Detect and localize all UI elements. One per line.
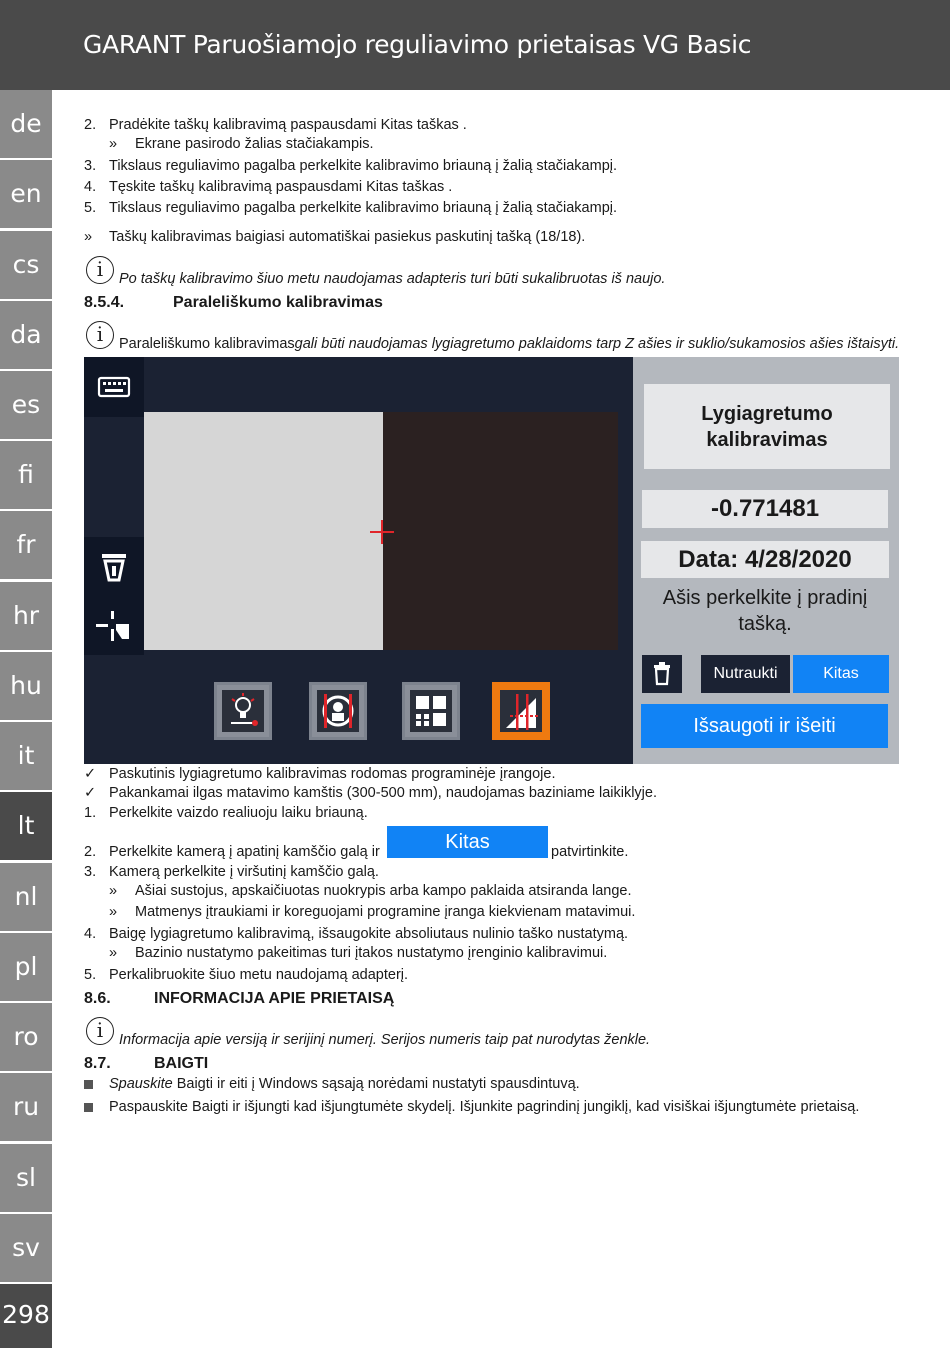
section-title: INFORMACIJA APIE PRIETAISĄ: [154, 990, 395, 1007]
step-number: 2.: [84, 117, 97, 133]
lang-tab-de[interactable]: de: [0, 90, 52, 158]
step-number: 3.: [84, 864, 97, 880]
lang-tab-ru[interactable]: ru: [0, 1073, 52, 1141]
lang-tab-lt[interactable]: lt: [0, 792, 52, 860]
parallelism-calibration-button[interactable]: [492, 682, 550, 740]
bullet-rest: Baigti ir eiti į Windows sąsają norėdami nustatyti spausdintuvą.: [172, 1076, 580, 1092]
ring-light-tile: [317, 690, 359, 732]
lang-tab-da[interactable]: da: [0, 301, 52, 369]
note-body: gali būti naudojamas lygiagretumo paklaidoms tarp Z ašies ir suklio/sukamosios ašies ištaisyti.: [294, 336, 900, 352]
bullet-emphasis: Spauskite: [109, 1076, 173, 1092]
keyboard-button[interactable]: [84, 357, 144, 417]
inline-next-button: Kitas: [387, 826, 548, 858]
prerequisite-text: Pakankamai ilgas matavimo kamštis (300-500 mm), naudojamas baziniame laikiklyje.: [109, 785, 657, 801]
lang-tab-es[interactable]: es: [0, 371, 52, 439]
note-term: Paraleliškumo kalibravimas: [119, 336, 295, 352]
light-button[interactable]: [214, 682, 272, 740]
calibration-screen: [84, 357, 899, 764]
grid-view-tile: [410, 690, 452, 732]
grid-icon: [410, 690, 452, 732]
next-button[interactable]: Kitas: [793, 655, 889, 693]
calibration-panel: [633, 357, 899, 764]
page-title: GARANT Paruošiamojo reguliavimo prietaisas VG Basic: [83, 30, 752, 59]
ring-light-button[interactable]: [309, 682, 367, 740]
tool-column: [84, 357, 144, 764]
result-marker: »: [109, 883, 118, 899]
info-note: Informacija apie versiją ir serijinį numerį. Serijos numeris taip pat nurodytas ženkle.: [119, 1032, 651, 1048]
step-text: Kamerą perkelkite į viršutinį kamščio galą.: [109, 864, 379, 880]
keyboard-icon: [84, 357, 144, 417]
parallelism-icon: [500, 690, 542, 732]
info-icon: i: [86, 256, 114, 284]
step-number: 5.: [84, 967, 97, 983]
lang-tab-pl[interactable]: pl: [0, 933, 52, 1001]
adapter-button[interactable]: [84, 537, 144, 597]
date-label: Data:: [678, 546, 739, 573]
info-icon: i: [86, 1017, 114, 1045]
deviation-value: -0.771481: [642, 490, 888, 528]
step-number: 1.: [84, 805, 97, 821]
info-note: Po taškų kalibravimo šiuo metu naudojamas adapteris turi būti sukalibruotas iš naujo.: [119, 271, 666, 287]
info-icon: i: [86, 321, 114, 349]
delete-button[interactable]: [642, 655, 682, 693]
step-text: Tęskite taškų kalibravimą paspausdami Kitas taškas .: [109, 179, 453, 195]
step-text: Baigę lygiagretumo kalibravimą, išsaugokite absoliutaus nulinio taško nustatymą.: [109, 926, 629, 942]
instruction-text: Ašis perkelkite į pradinį tašką.: [662, 587, 868, 635]
save-and-exit-button[interactable]: Išsaugoti ir išeiti: [641, 704, 888, 748]
result-text: Matmenys įtraukiami ir koreguojami programine įranga kiekvienam matavimui.: [135, 904, 636, 920]
info-note: [119, 335, 899, 353]
result-text: Ekrane pasirodo žalias stačiakampis.: [135, 136, 374, 152]
lightbulb-icon: [222, 690, 264, 732]
section-title: Paraleliškumo kalibravimas: [173, 294, 383, 311]
lang-tab-nl[interactable]: nl: [0, 863, 52, 931]
section-title: BAIGTI: [154, 1055, 209, 1072]
date-display: [641, 541, 889, 578]
step-number: 3.: [84, 158, 97, 174]
step-text: Perkalibruokite šiuo metu naudojamą adapterį.: [109, 967, 409, 983]
lang-tab-hu[interactable]: hu: [0, 652, 52, 720]
section-number: 8.6.: [84, 990, 111, 1007]
page-header: [0, 0, 950, 90]
lang-tab-fr[interactable]: fr: [0, 511, 52, 579]
lang-tab-ro[interactable]: ro: [0, 1003, 52, 1071]
grid-view-button[interactable]: [402, 682, 460, 740]
live-view-shadow: [383, 412, 618, 650]
parallelism-tile: [500, 690, 542, 732]
page-number: 298: [0, 1284, 52, 1348]
result-marker: »: [109, 945, 118, 961]
live-view-area[interactable]: [144, 412, 383, 650]
prerequisite-check: ✓: [84, 785, 97, 801]
step-text: Perkelkite vaizdo realiuoju laiku briauną.: [109, 805, 368, 821]
ring-light-icon: [317, 690, 359, 732]
lang-tab-cs[interactable]: cs: [0, 231, 52, 299]
result-text: Bazinio nustatymo pakeitimas turi įtakos nustatymo įrenginio kalibravimui.: [135, 945, 608, 961]
bullet-text: Paspauskite Baigti ir išjungti kad išjungtumėte skydelį. Išjunkite pagrindinį jungiklį, kad visiškai išjungtumėte prietaisą.: [109, 1099, 860, 1115]
step-text: Perkelkite kamerą į apatinį kamščio galą ir: [109, 844, 380, 860]
step-number: 4.: [84, 926, 97, 942]
step-number: 4.: [84, 179, 97, 195]
lang-tab-fi[interactable]: fi: [0, 441, 52, 509]
bullet-square: [84, 1103, 93, 1112]
lang-tab-sv[interactable]: sv: [0, 1214, 52, 1282]
bullet-text: [109, 1075, 580, 1093]
prerequisite-text: Paskutinis lygiagretumo kalibravimas rodomas programinėje įrangoje.: [109, 766, 556, 782]
date-value: 4/28/2020: [744, 546, 852, 573]
step-number: 5.: [84, 200, 97, 216]
result-text: Ašiai sustojus, apskaičiuotas nuokrypis arba kampo paklaida atsiranda lange.: [135, 883, 632, 899]
lang-tab-sl[interactable]: sl: [0, 1144, 52, 1212]
result-text: Taškų kalibravimas baigiasi automatiškai pasiekus paskutinį tašką (18/18).: [109, 229, 586, 245]
step-text-end: patvirtinkite.: [551, 844, 629, 860]
section-number: 8.5.4.: [84, 294, 125, 311]
lang-tab-it[interactable]: it: [0, 722, 52, 790]
light-tile: [222, 690, 264, 732]
adapter-icon: [84, 537, 144, 597]
crosshair-icon: [368, 518, 396, 546]
section-number: 8.7.: [84, 1055, 111, 1072]
step-number: 2.: [84, 844, 97, 860]
result-marker: »: [109, 136, 118, 152]
panel-title: Lygiagretumo kalibravimas: [644, 384, 890, 469]
axis-tool-button[interactable]: [84, 597, 144, 655]
trash-icon: [642, 655, 682, 693]
prerequisite-check: ✓: [84, 766, 97, 782]
result-marker: »: [84, 229, 93, 245]
step-text: Tikslaus reguliavimo pagalba perkelkite kalibravimo briauną į žalią stačiakampį.: [109, 200, 618, 216]
lang-tab-hr[interactable]: hr: [0, 582, 52, 650]
step-text: Tikslaus reguliavimo pagalba perkelkite kalibravimo briauną į žalią stačiakampį.: [109, 158, 618, 174]
result-marker: »: [109, 904, 118, 920]
bullet-square: [84, 1080, 93, 1089]
cancel-button[interactable]: Nutraukti: [701, 655, 790, 693]
step-text: Pradėkite taškų kalibravimą paspausdami Kitas taškas .: [109, 117, 467, 133]
lang-tab-en[interactable]: en: [0, 160, 52, 228]
axis-tool-icon: [84, 597, 144, 655]
